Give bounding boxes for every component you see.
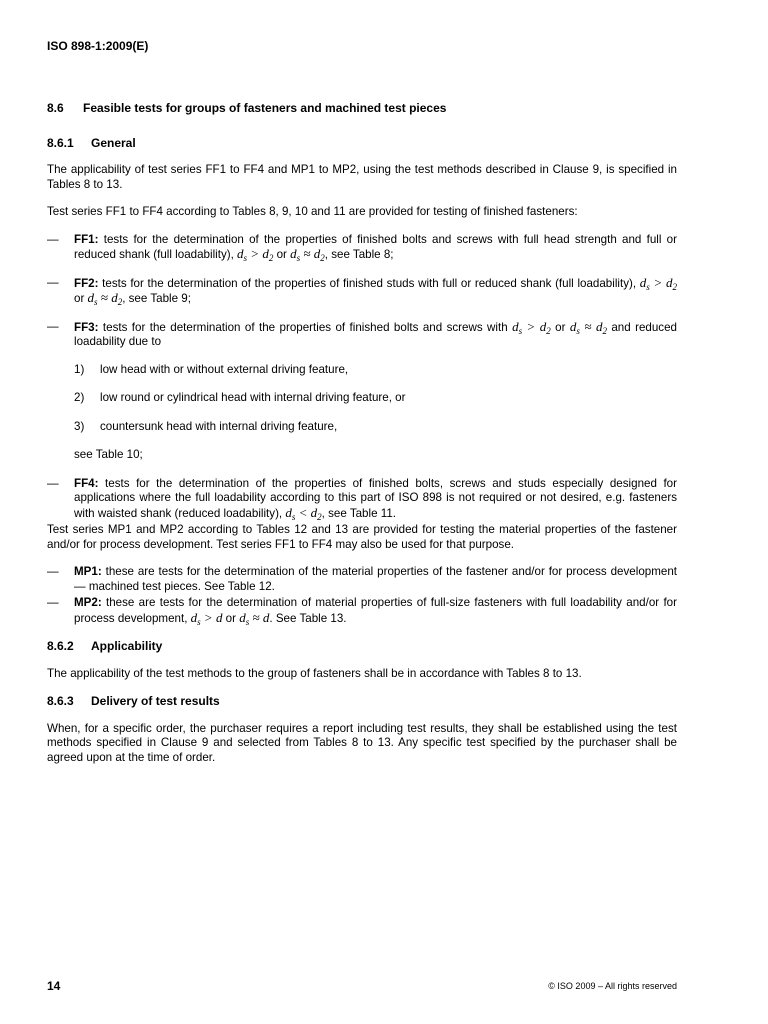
paragraph: The applicability of the test methods to the group of fasteners shall be in accordance with Tables 8 to 13. [47,666,582,680]
item-text: , see Table 8; [324,248,394,261]
paragraph: Test series FF1 to FF4 according to Tables 8, 9, 10 and 11 are provided for testing of finished fasteners: [47,205,578,218]
item-label: MP2: [74,596,102,609]
item-text: tests for the determination of the properties of finished bolts, screws and studs especially designed for applications where the full loadability according to this part of ISO 898 is not required or not desired, e.g. fasteners with waisted shank (reduced loadability), [74,476,677,520]
item-number: 3) [74,419,85,433]
math-expression: $d_s > d_2$ [639,274,677,292]
dash-bullet: — [47,476,59,490]
item-text: low round or cylindrical head with internal driving feature, or [100,391,406,404]
dash-bullet: — [47,232,59,246]
math-expression: $d_s \approx d$ [239,609,270,627]
paragraph: Test series MP1 and MP2 according to Tables 12 and 13 are provided for testing the material properties of the fastener and/or for process development. Test series FF1 to FF4 may also be used for that purpose. [47,523,677,551]
see-table-reference: see Table 10; [74,448,143,461]
item-label: FF3: [74,320,99,334]
section-number: 8.6 [47,101,64,115]
list-item [74,391,677,406]
item-text: countersunk head with internal driving feature, [100,419,338,433]
section-heading [47,101,677,116]
item-label: FF1: [74,232,99,246]
list-item-ff2: — FF2: tests for the determination of the properties of finished studs with full or reduced shank (full loadability), $d_s > d_2$ or $d_s \approx d_2$, see Table 9; [47,274,677,307]
list-item-mp1 [47,565,677,594]
item-text: . See Table 13. [269,611,347,625]
subsection-number: 8.6.2 [47,639,74,653]
dash-bullet: — [47,596,59,609]
math-expression: $d_s \approx d_2$ [87,290,123,307]
list-item-ff1: — FF1: tests for the determination of the properties of finished bolts and screws with full head strength and full or reduced shank (full loadability), $d_s > d_2$ or $d_s \approx d_2$, see Table 8; [47,232,677,263]
paragraph: When, for a specific order, the purchaser requires a report including test results, they shall be established using the test methods specified in Clause 9 and selected from Tables 8 to 13. Any specific test specified by the purchaser shall be agreed upon at the time of order. [47,721,677,764]
document-id: ISO 898-1:2009(E) [47,39,149,53]
item-text: and reduced loadability due to [74,320,677,348]
item-text: tests for the determination of the properties of finished bolts and screws with [98,320,513,334]
subsection-title: Delivery of test results [91,694,220,708]
subsection-heading-applicability [47,639,677,654]
item-label: MP1: [74,565,102,578]
paragraph: The applicability of test series FF1 to FF4 and MP1 to MP2, using the test methods described in Clause 9, is specified in Tables 8 to 13. [47,163,677,191]
item-number: 1) [74,362,85,376]
page-number: 14 [47,979,61,993]
item-text: these are tests for the determination of the material properties of the fastener and/or for process development — machined test pieces. See Table 12. [74,565,677,593]
subsection-number: 8.6.3 [47,694,74,708]
section-title: Feasible tests for groups of fasteners and machined test pieces [83,101,447,115]
list-item-ff4 [47,477,677,522]
list-item [74,420,677,435]
subsection-title: Applicability [91,639,163,653]
math-expression: $d_s \approx d_2$ [569,318,607,336]
list-item [74,363,677,378]
math-expression: $d_s > d_2$ [237,246,274,263]
item-text: , see Table 11. [321,506,397,520]
math-expression: $d_s \approx d_2$ [290,246,325,263]
subsection-number: 8.6.1 [47,135,74,150]
dash-bullet: — [47,565,59,578]
math-expression: $d_s < d_2$ [285,504,322,522]
page-content [47,101,677,778]
list-item-mp2: — MP2: these are tests for the determination of material properties of full-size fasteners with full loadability and/or for process development, $d_s > d$ or $d_s \approx d$. See Table 13. [47,596,677,627]
item-text: tests for the determination of the properties of finished bolts and screws with full head strength and full or reduced shank (full loadability), [74,232,677,261]
item-number: 2) [74,391,85,404]
math-expression: $d_s > d_2$ [512,318,551,336]
item-label: FF2: [74,276,99,290]
item-label: FF4: [74,476,99,490]
list-item-ff3: — FF3: tests for the determination of the properties of finished bolts and screws with $d_s > d_2$ or $d_s \approx d_2$ and reduced loadability due to [47,318,677,348]
subsection-heading-general [47,136,677,151]
item-text: low head with or without external driving feature, [100,362,349,376]
copyright-notice: © ISO 2009 – All rights reserved [548,981,677,991]
item-text: these are tests for the determination of material properties of full-size fasteners with full loadability and/or for process development, [74,596,677,625]
numbered-list [47,363,677,435]
subsection-title: General [91,135,136,150]
item-text: tests for the determination of the properties of finished studs with full or reduced shank (full loadability), [98,276,640,290]
dash-bullet: — [47,319,59,333]
dash-bullet: — [47,275,59,289]
item-text: , see Table 9; [122,292,191,305]
math-expression: $d_s > d$ [190,609,223,627]
subsection-heading-delivery [47,694,677,709]
